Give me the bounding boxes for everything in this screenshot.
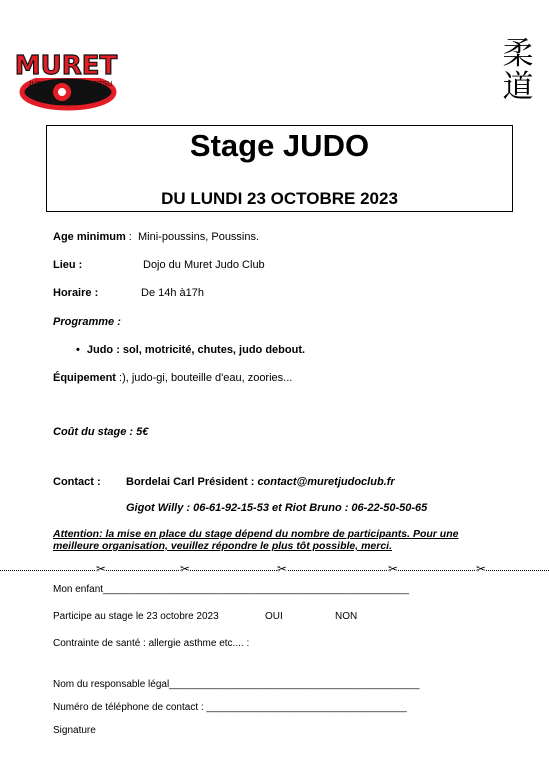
scissors-icon: ✂: [476, 562, 487, 576]
date-line: DU LUNDI 23 OCTOBRE 2023: [161, 189, 398, 208]
telephone-field[interactable]: Numéro de téléphone de contact : ____________________________________: [53, 702, 407, 713]
horaire-value: De 14h à17h: [141, 287, 204, 299]
cut-line: [0, 570, 549, 571]
programme-label: Programme :: [53, 316, 121, 328]
horaire-label: Horaire :: [53, 287, 99, 299]
enfant-field[interactable]: Mon enfant_______________________________________________________: [53, 584, 409, 595]
signature-field[interactable]: Signature: [53, 725, 96, 736]
scissors-icon: ✂: [277, 562, 288, 576]
scissors-icon: ✂: [96, 562, 107, 576]
attention-note: Attention: la mise en place du stage dépend du nombre de participants. Pour une meilleure organisation, veuillez répondre le plus tôt possible, merci.: [53, 528, 459, 552]
participe-label: Participe au stage le 23 octobre 2023: [53, 611, 219, 622]
svg-text:JUDO: JUDO: [28, 81, 48, 88]
age-row: Age minimum :: [53, 231, 132, 243]
contact-label: Contact :: [53, 476, 101, 488]
contact-line1: Bordelai Carl Président : contact@muretjudoclub.fr: [126, 476, 395, 488]
age-value: Mini-poussins, Poussins.: [138, 231, 260, 243]
equipement-row: Équipement :), judo-gi, bouteille d'eau, zoories...: [53, 372, 293, 384]
muret-judo-logo: [6, 40, 130, 124]
lieu-label: Lieu :: [53, 259, 83, 271]
bullet-icon: •: [76, 344, 80, 356]
scissors-icon: ✂: [388, 562, 399, 576]
sante-field[interactable]: Contrainte de santé : allergie asthme etc.... :: [53, 638, 250, 649]
logo-brand: MURET: [14, 51, 118, 81]
page-title: Stage JUDO: [189, 128, 370, 163]
scissors-icon: ✂: [180, 562, 191, 576]
programme-item: • Judo : sol, motricité, chutes, judo debout.: [76, 344, 306, 356]
oui-option[interactable]: OUI: [265, 611, 283, 622]
svg-text:JU-JITSU: JU-JITSU: [82, 81, 113, 88]
responsable-field[interactable]: Nom du responsable légal_____________________________________________: [53, 679, 420, 690]
contact-line2: Gigot Willy : 06-61-92-15-53 et Riot Bruno : 06-22-50-50-65: [126, 502, 428, 514]
lieu-value: Dojo du Muret Judo Club: [143, 259, 265, 271]
kanji-judo: 柔 道: [502, 36, 534, 105]
non-option[interactable]: NON: [335, 611, 358, 622]
cout-stage: Coût du stage : 5€: [53, 426, 149, 438]
